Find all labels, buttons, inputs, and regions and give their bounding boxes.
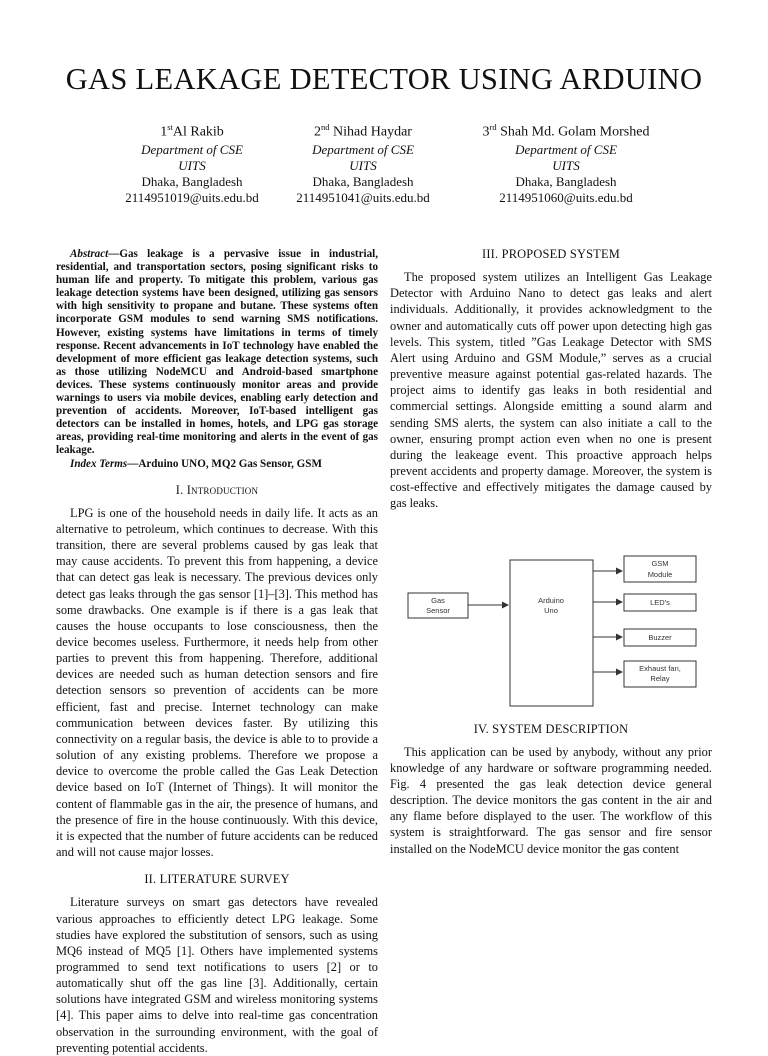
author-department: Department of CSE (312, 141, 414, 157)
system-block-diagram (390, 532, 712, 710)
author-name: 1stAl Rakib (160, 122, 224, 140)
exhaust-fan-relay-label: Relay (650, 673, 670, 683)
author-name: 3rd Shah Md. Golam Morshed (482, 122, 650, 140)
gsm-module-label: Module (647, 569, 673, 579)
paper-title: GAS LEAKAGE DETECTOR USING ARDUINO (65, 62, 703, 96)
author-email: 2114951019@uits.edu.bd (125, 189, 259, 205)
author-name: 2nd Nihad Haydar (314, 122, 412, 140)
gas-sensor-label: Gas (431, 595, 445, 605)
arduino-label: Uno (544, 605, 558, 615)
abstract (56, 248, 378, 458)
index-terms-label: Index Terms (70, 457, 128, 470)
section-heading-system-description: IV. SYSTEM DESCRIPTION (473, 721, 629, 736)
introduction-text: LPG is one of the household needs in daily life. It acts as an alternative to petroleum, which continues to decrease. With this transition, there are several problems caused by gas leak that may cause accidents. To prevent this from happening, a device that can detect gas leak is necessary. The previous devices only detect gas leaks through the gas sensor [1]–[3]. This method has some drawbacks. One example is if there is a gas leak that causes the house occupants to lose consciousness, then the device becomes useless. Furthermore, it needs help from other parties to prevent this from happening. Therefore, additional devices are needed such as human detection sensors and fire detection sensors so prevention of accidents can be more efficient, fast and precise. Internet technology can make communication between devices faster. By utilizing this connectivity on a regular basis, the device is able to to provide a solution of any existing problems. Therefore we propose a device to overcome the proble called the Gas Leak Detection device based on IoT (Internet of Things). It will monitor the content of flammable gas in the air, the presence of humans, and the presence of fire in the house continuously. With this device, it is expected that the number of future accidents can be reduced and will not cause major losses. (56, 505, 378, 860)
section-heading-literature-survey: II. LITERATURE SURVEY (144, 872, 290, 887)
author-department: Department of CSE (141, 141, 243, 157)
arduino-label: Arduino (538, 595, 564, 605)
abstract-label: Abstract (70, 248, 109, 260)
author-department: Department of CSE (515, 141, 617, 157)
author-location: Dhaka, Bangladesh (312, 173, 414, 189)
system-description-text: This application can be used by anybody, without any prior knowledge of any hardware or software programming needed. Fig. 4 presented the gas leak detection device general description. The device monitors the gas content in the air and any flame before displayed to the user. The workflow of this system is straightforward. The gas sensor and fire sensor installed on the NodeMCU device monitor the gas content (390, 744, 712, 856)
author-organization: UITS (349, 157, 377, 173)
author-email: 2114951060@uits.edu.bd (499, 189, 633, 205)
right-column (390, 248, 712, 857)
block-diagram-svg (390, 532, 712, 710)
author-location: Dhaka, Bangladesh (141, 173, 243, 189)
author-block-3 (451, 119, 681, 206)
author-organization: UITS (552, 157, 580, 173)
abstract-text: —Gas leakage is a pervasive issue in industrial, residential, and transportation sectors, posing significant risks to human life and property. To mitigate this problem, various gas leakage detection systems have been designed, utilizing gas sensors with high sensitivity to propane and butane. These systems often incorporate GSM modules to send warning SMS notifications. However, existing systems have limitations in terms of timely response. Recent advancements in IoT technology have enabled the development of more efficient gas leakage detection systems, such as those utilizing NodeMCU and Android-based smartphone devices. These systems continuously monitor areas and provide warnings to users via mobile devices, enabling early detection and prevention of accidents. Moreover, IoT-based intelligent gas detectors can be installed in homes, hotels, and LPG gas storage areas, providing real-time monitoring and alerts in the event of gas leakage. (56, 248, 378, 457)
leds-label: LED's (650, 597, 670, 607)
author-email: 2114951041@uits.edu.bd (296, 189, 430, 205)
section-heading-introduction: I. Introduction (175, 482, 259, 497)
index-terms-text: —Arduino UNO, MQ2 Gas Sensor, GSM (127, 457, 322, 470)
author-block-2 (248, 119, 478, 206)
exhaust-fan-relay-label: Exhaust fan, (639, 663, 681, 673)
arduino-block (510, 560, 593, 706)
index-terms (56, 458, 378, 471)
literature-survey-text: Literature surveys on smart gas detectors have revealed various approaches to efficiently detect LPG leakage. Some studies have explored the substitution of sensors, such as using MQ6 instead of MQ5 [1]. Others have implemented systems programmed to send text notifications to users [2] or to automatically shut off the gas line [3]. Additionally, certain solutions have integrated GSM and wireless monitoring systems [4]. This paper aims to delve into real-time gas concentration observation in the surrounding environment, with the goal of preventing potential accidents. (56, 895, 378, 1055)
gsm-module-label: GSM (651, 558, 669, 568)
author-location: Dhaka, Bangladesh (515, 173, 617, 189)
buzzer-label: Buzzer (648, 632, 672, 642)
author-organization: UITS (178, 157, 206, 173)
section-heading-proposed-system: III. PROPOSED SYSTEM (482, 247, 620, 261)
left-column (56, 248, 378, 1056)
gas-sensor-label: Sensor (426, 605, 450, 615)
proposed-system-text: The proposed system utilizes an Intelligent Gas Leakage Detector with Arduino Nano to detect gas leaks and alert individuals. Additionally, it provides acknowledgment to the owner and automatically cuts off power upon detecting high gas levels. This system, titled ”Gas Leakage Detector with SMS Alert using Arduino and GSM Module,” serves as a crucial preventive measure against potential gas-related hazards. The project aims to identify gas leaks in both residential and commercial settings. Alongside emitting a sound alarm and sending SMS alerts, the system can also initiate a call to the owner, ensuring prompt action even when no one is present during the leakeage event. This proactive approach helps prevent accidents and property damage. Moreover, the system is cost-effective and effectively mitigates the damage caused by gas leaks. (390, 270, 712, 511)
